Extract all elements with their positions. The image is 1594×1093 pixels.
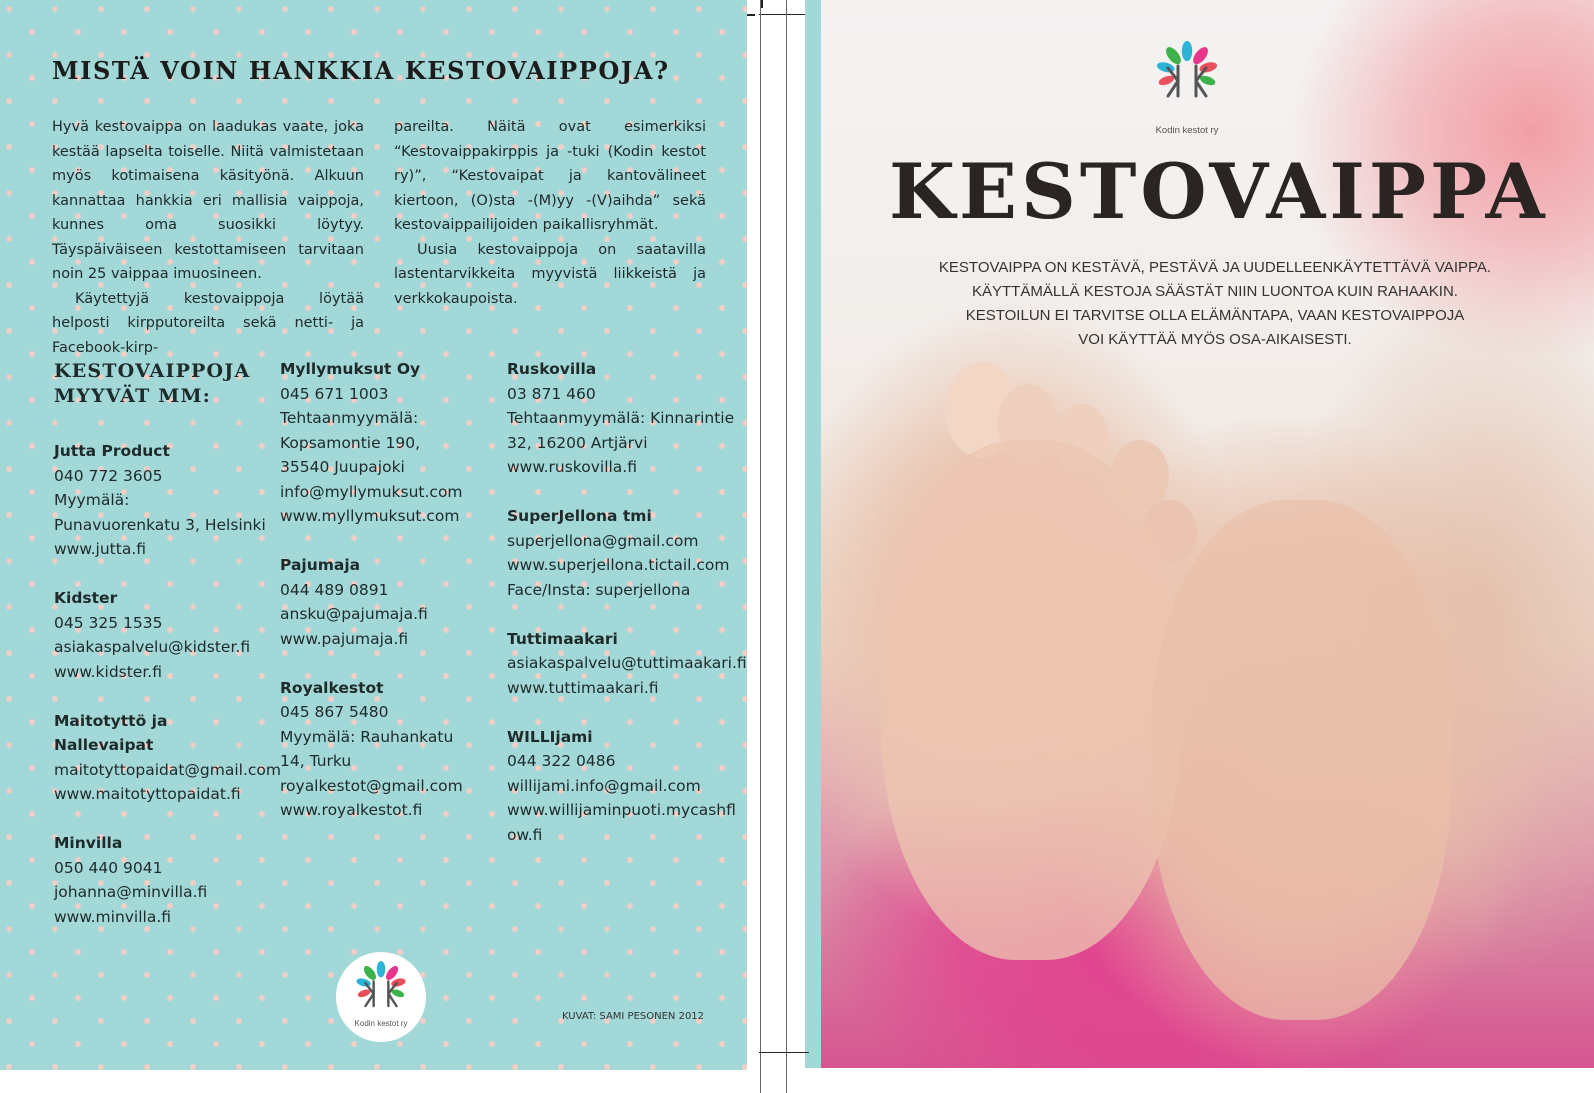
vendor-name: Nallevaipat	[54, 736, 154, 754]
vendor-detail: Myymälä:	[54, 491, 130, 509]
vendor-detail: johanna@minvilla.fi	[54, 883, 208, 901]
vendor-detail: 03 871 460	[507, 384, 596, 403]
sellers-heading	[54, 359, 274, 409]
vendor-name: Myllymuksut Oy	[280, 360, 421, 378]
vendor-detail: 35540 Juupajoki	[280, 458, 405, 476]
vendor-detail: www.superjellona.tictail.com	[507, 556, 730, 574]
cover-tagline	[861, 256, 1569, 352]
fold-line	[760, 0, 761, 1093]
vendor-entry	[54, 709, 281, 807]
intro-paragraph: pareilta. Näitä ovat esimerkiksi “Kestovaippakirppis ja -tuki (Kodin kestot ry)”, “Kestovaipat ja kantovälineet kiertoon, (O)sta -(M)yy -(V)aihda” sekä kestovaippailijoiden paikallisryhmät.	[394, 119, 706, 233]
vendor-detail: 050 440 9041	[54, 858, 163, 877]
bleed-strip	[805, 0, 821, 1068]
vendor-detail: 045 867 5480	[280, 703, 389, 721]
vendor-entry	[507, 627, 747, 701]
leaf-logo-icon	[336, 952, 426, 1042]
tagline-line: KESTOILUN EI TARVITSE OLLA ELÄMÄNTAPA, VAAN KESTOVAIPPOJA	[965, 307, 1465, 324]
vendor-detail: www.kidster.fi	[54, 662, 162, 681]
vendor-detail: willijami.info@gmail.com	[507, 776, 701, 795]
vendor-detail: www.willijaminpuoti.mycashfl	[507, 801, 736, 819]
vendor-entry	[54, 831, 274, 929]
vendor-column-3	[507, 357, 747, 872]
vendor-detail: Tehtaanmyymälä:	[280, 409, 419, 427]
vendor-detail: www.ruskovilla.fi	[507, 458, 637, 476]
vendor-detail: Punavuorenkatu 3, Helsinki	[54, 515, 266, 534]
leaf-logo-icon	[1132, 30, 1242, 140]
tagline-line: KÄYTTÄMÄLLÄ KESTOJA SÄÄSTÄT NIIN LUONTOA KUIN RAHAAKIN.	[972, 283, 1458, 300]
vendor-entry	[507, 504, 730, 602]
sellers-heading-line-2: MYYVÄT MM:	[54, 385, 211, 407]
vendor-detail: 044 489 0891	[280, 580, 389, 599]
page-gutter	[747, 0, 821, 1093]
intro-column-2	[394, 115, 706, 311]
vendor-detail: asiakaspalvelu@kidster.fi	[54, 638, 251, 656]
fold-line	[786, 0, 787, 1093]
tagline-line: KESTOVAIPPA ON KESTÄVÄ, PESTÄVÄ JA UUDELLEENKÄYTETTÄVÄ VAIPPA.	[938, 259, 1492, 276]
photo-credit: KUVAT: SAMI PESONEN 2012	[562, 1011, 705, 1022]
vendor-name: Kidster	[54, 589, 118, 607]
crop-mark	[759, 14, 809, 15]
vendor-detail: www.tuttimaakari.fi	[507, 678, 659, 697]
vendor-detail: 045 325 1535	[54, 613, 163, 632]
vendor-entry	[507, 725, 736, 848]
vendor-detail: royalkestot@gmail.com	[280, 776, 463, 795]
kodin-kestot-logo-small	[336, 952, 426, 1042]
vendor-detail: www.royalkestot.fi	[280, 801, 423, 819]
vendor-detail: 14, Turku	[280, 752, 352, 770]
vendor-name: Maitotyttö ja	[54, 711, 168, 730]
vendor-detail: asiakaspalvelu@tuttimaakari.fi	[507, 654, 747, 672]
vendor-entry	[280, 676, 500, 823]
vendor-entry	[280, 357, 500, 529]
vendor-name: Jutta Product	[54, 442, 170, 460]
vendor-name: Minvilla	[54, 834, 123, 852]
vendor-name: SuperJellona tmi	[507, 507, 652, 525]
logo-label: Kodin kestot ry	[1155, 125, 1219, 136]
left-heading: MISTÄ VOIN HANKKIA KESTOVAIPPOJA?	[52, 56, 670, 85]
vendor-column-1	[54, 357, 281, 954]
vendor-detail: www.pajumaja.fi	[280, 629, 409, 648]
crop-mark	[759, 1052, 809, 1053]
vendor-detail: www.jutta.fi	[54, 540, 147, 558]
vendor-detail: ow.fi	[507, 825, 543, 844]
right-page-cover	[821, 0, 1594, 1068]
vendor-detail: info@myllymuksut.com	[280, 482, 463, 501]
vendor-detail: Face/Insta: superjellona	[507, 580, 691, 599]
vendor-name: Ruskovilla	[507, 360, 597, 378]
vendor-detail: www.myllymuksut.com	[280, 507, 460, 525]
vendor-detail: Tehtaanmyymälä: Kinnarintie	[507, 409, 735, 427]
intro-paragraph: Käytettyjä kestovaippoja löytää helposti kirpputoreilta sekä netti- ja Facebook-kirp-	[52, 290, 364, 356]
sellers-heading-line-1: KESTOVAIPPOJA	[54, 360, 251, 382]
logo-small-label: Kodin kestot ry	[354, 1019, 408, 1028]
vendor-detail: ansku@pajumaja.fi	[280, 605, 428, 623]
crop-mark	[761, 0, 763, 8]
vendor-column-2	[280, 357, 500, 847]
vendor-name: Pajumaja	[280, 556, 361, 574]
vendor-name: Tuttimaakari	[507, 629, 618, 648]
vendor-detail: maitotyttopaidat@gmail.com	[54, 760, 281, 779]
vendor-entry	[54, 439, 274, 562]
intro-paragraph: Hyvä kestovaippa on laadukas vaate, joka kestää lapselta toiselle. Niitä valmistetaan myös kotimaisena käsityönä. Alkuun kannattaa hankkia eri mallisia vaippoja, kunnes oma suosikki löytyy. Täyspäiväiseen kestottamiseen tarvitaan noin 25 vaippaa imuosineen.	[52, 119, 364, 282]
tagline-line: VOI KÄYTTÄÄ MYÖS OSA-AIKAISESTI.	[1078, 331, 1352, 348]
vendor-detail: Kopsamontie 190,	[280, 433, 421, 452]
vendor-detail: 045 671 1003	[280, 384, 389, 403]
vendor-detail: www.maitotyttopaidat.fi	[54, 785, 241, 803]
cover-title: KESTOVAIPPA	[889, 147, 1549, 236]
vendor-detail: 32, 16200 Artjärvi	[507, 433, 648, 452]
intro-column-1	[52, 115, 364, 360]
crop-mark	[747, 14, 755, 16]
vendor-detail: 044 322 0486	[507, 752, 616, 770]
vendor-detail: 040 772 3605	[54, 466, 163, 485]
kodin-kestot-logo	[1132, 30, 1242, 140]
vendor-detail: www.minvilla.fi	[54, 907, 172, 926]
vendor-name: WILLIjami	[507, 727, 593, 746]
vendor-entry	[507, 357, 735, 480]
vendor-detail: Myymälä: Rauhankatu	[280, 727, 454, 746]
vendor-entry	[54, 586, 274, 684]
vendor-detail: superjellona@gmail.com	[507, 531, 699, 550]
left-page	[0, 0, 747, 1070]
intro-paragraph: Uusia kestovaippoja on saatavilla lastentarvikkeita myyvistä liikkeistä ja verkkokaupoista.	[394, 241, 706, 307]
vendor-name: Royalkestot	[280, 678, 384, 697]
vendor-entry	[280, 553, 500, 651]
